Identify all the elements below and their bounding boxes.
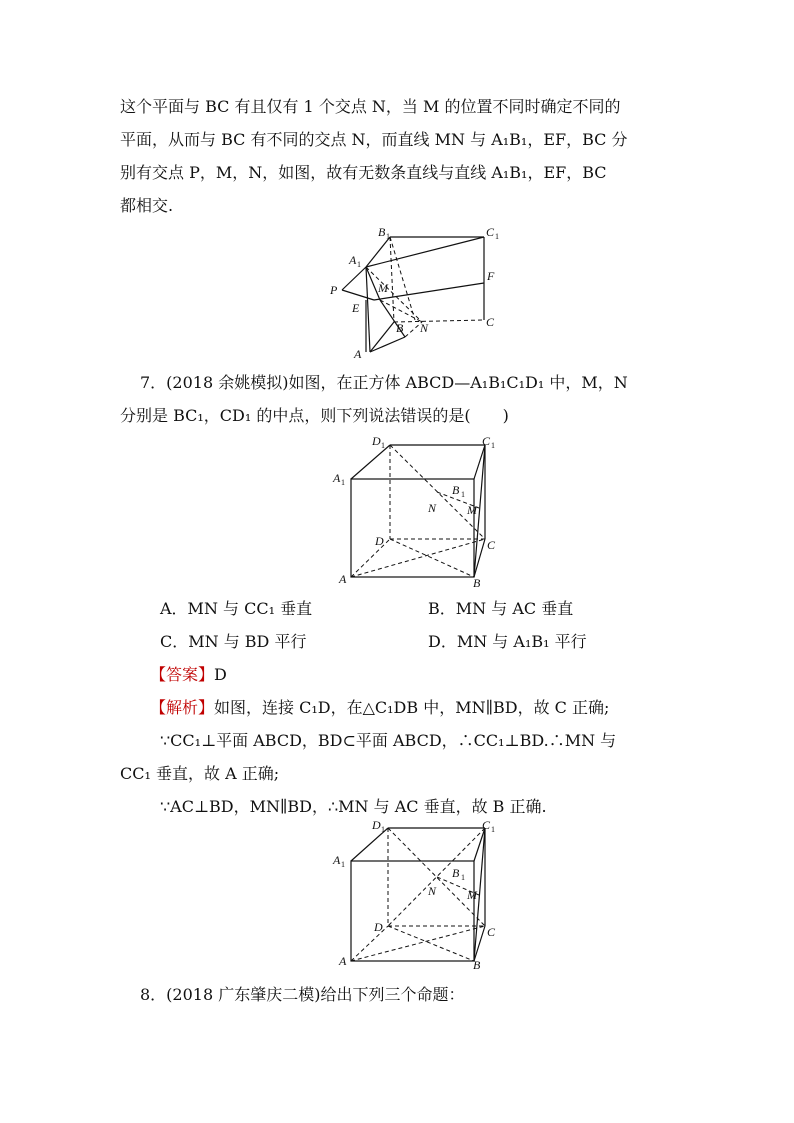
label-m: M bbox=[467, 503, 477, 517]
label-c1: C bbox=[486, 225, 495, 239]
label-n: N bbox=[420, 321, 429, 335]
label-f: F bbox=[487, 269, 495, 283]
label-e: E bbox=[352, 301, 360, 315]
label-sub: 1 bbox=[491, 441, 495, 450]
label-d1: D bbox=[372, 818, 381, 832]
label-sub: 1 bbox=[491, 825, 495, 834]
label-d1: D bbox=[372, 434, 381, 448]
label-n: N bbox=[428, 501, 437, 515]
label-m: M bbox=[378, 281, 388, 295]
label-b1: B bbox=[452, 483, 460, 497]
label-p: P bbox=[330, 283, 338, 297]
label-a1: A bbox=[333, 471, 341, 485]
label-sub: 1 bbox=[357, 260, 361, 269]
option-b: B．MN 与 AC 垂直 bbox=[428, 599, 574, 618]
label-sub: 1 bbox=[341, 860, 345, 869]
label-n: N bbox=[428, 884, 437, 898]
label-a: A bbox=[354, 347, 362, 361]
analysis-line bbox=[150, 697, 609, 719]
label-sub: 1 bbox=[386, 232, 390, 241]
label-c: C bbox=[487, 538, 496, 552]
figure-cube-question bbox=[330, 432, 530, 592]
label-a1: A bbox=[349, 253, 357, 267]
paragraph-line: 这个平面与 BC 有且仅有 1 个交点 N，当 M 的位置不同时确定不同的 bbox=[120, 97, 621, 116]
paragraph-line: 平面，从而与 BC 有不同的交点 N，而直线 MN 与 A₁B₁，EF，BC 分 bbox=[120, 130, 628, 149]
label-c1: C bbox=[482, 818, 491, 832]
label-b1: B bbox=[378, 225, 386, 239]
label-c: C bbox=[486, 315, 495, 329]
answer-value: D bbox=[214, 665, 227, 684]
question-8: 8．(2018 广东肇庆二模)给出下列三个命题： bbox=[140, 985, 465, 1004]
option-a: A．MN 与 CC₁ 垂直 bbox=[160, 599, 313, 618]
analysis-line: ∵CC₁⊥平面 ABCD，BD⊂平面 ABCD，∴CC₁⊥BD.∴MN 与 bbox=[160, 731, 617, 750]
question-7-line1: 7．(2018 余姚模拟)如图，在正方体 ABCD—A₁B₁C₁D₁ 中，M，N bbox=[140, 373, 628, 392]
analysis-line: ∵AC⊥BD，MN∥BD，∴MN 与 AC 垂直，故 B 正确. bbox=[160, 797, 547, 816]
label-d: D bbox=[375, 534, 384, 548]
figure-cube-analysis bbox=[330, 815, 530, 975]
label-c: C bbox=[487, 925, 496, 939]
label-d: D bbox=[374, 920, 383, 934]
label-b: B bbox=[473, 958, 481, 972]
question-7-line2: 分别是 BC₁，CD₁ 的中点，则下列说法错误的是( ) bbox=[120, 406, 509, 425]
label-sub: 1 bbox=[461, 490, 465, 499]
answer-line bbox=[150, 664, 227, 686]
label-b1: B bbox=[452, 866, 460, 880]
label-sub: 1 bbox=[381, 825, 385, 834]
label-a1: A bbox=[333, 853, 341, 867]
paragraph-line: 都相交. bbox=[120, 196, 174, 215]
label-sub: 1 bbox=[341, 478, 345, 487]
option-d: D．MN 与 A₁B₁ 平行 bbox=[428, 632, 587, 651]
label-m: M bbox=[467, 888, 477, 902]
label-a: A bbox=[339, 954, 347, 968]
label-b: B bbox=[473, 576, 481, 590]
paragraph-line: 别有交点 P，M，N，如图，故有无数条直线与直线 A₁B₁，EF，BC bbox=[120, 163, 607, 182]
label-c1: C bbox=[482, 434, 491, 448]
label-a: A bbox=[339, 572, 347, 586]
answer-tag: 【答案】 bbox=[150, 665, 215, 684]
analysis-tag: 【解析】 bbox=[150, 698, 215, 717]
label-sub: 1 bbox=[461, 873, 465, 882]
option-c: C．MN 与 BD 平行 bbox=[160, 632, 307, 651]
label-sub: 1 bbox=[495, 232, 499, 241]
analysis-line: CC₁ 垂直，故 A 正确; bbox=[120, 764, 280, 783]
label-sub: 1 bbox=[381, 441, 385, 450]
analysis-text: 如图，连接 C₁D，在△C₁DB 中，MN∥BD，故 C 正确; bbox=[214, 698, 610, 717]
label-b: B bbox=[396, 321, 404, 335]
